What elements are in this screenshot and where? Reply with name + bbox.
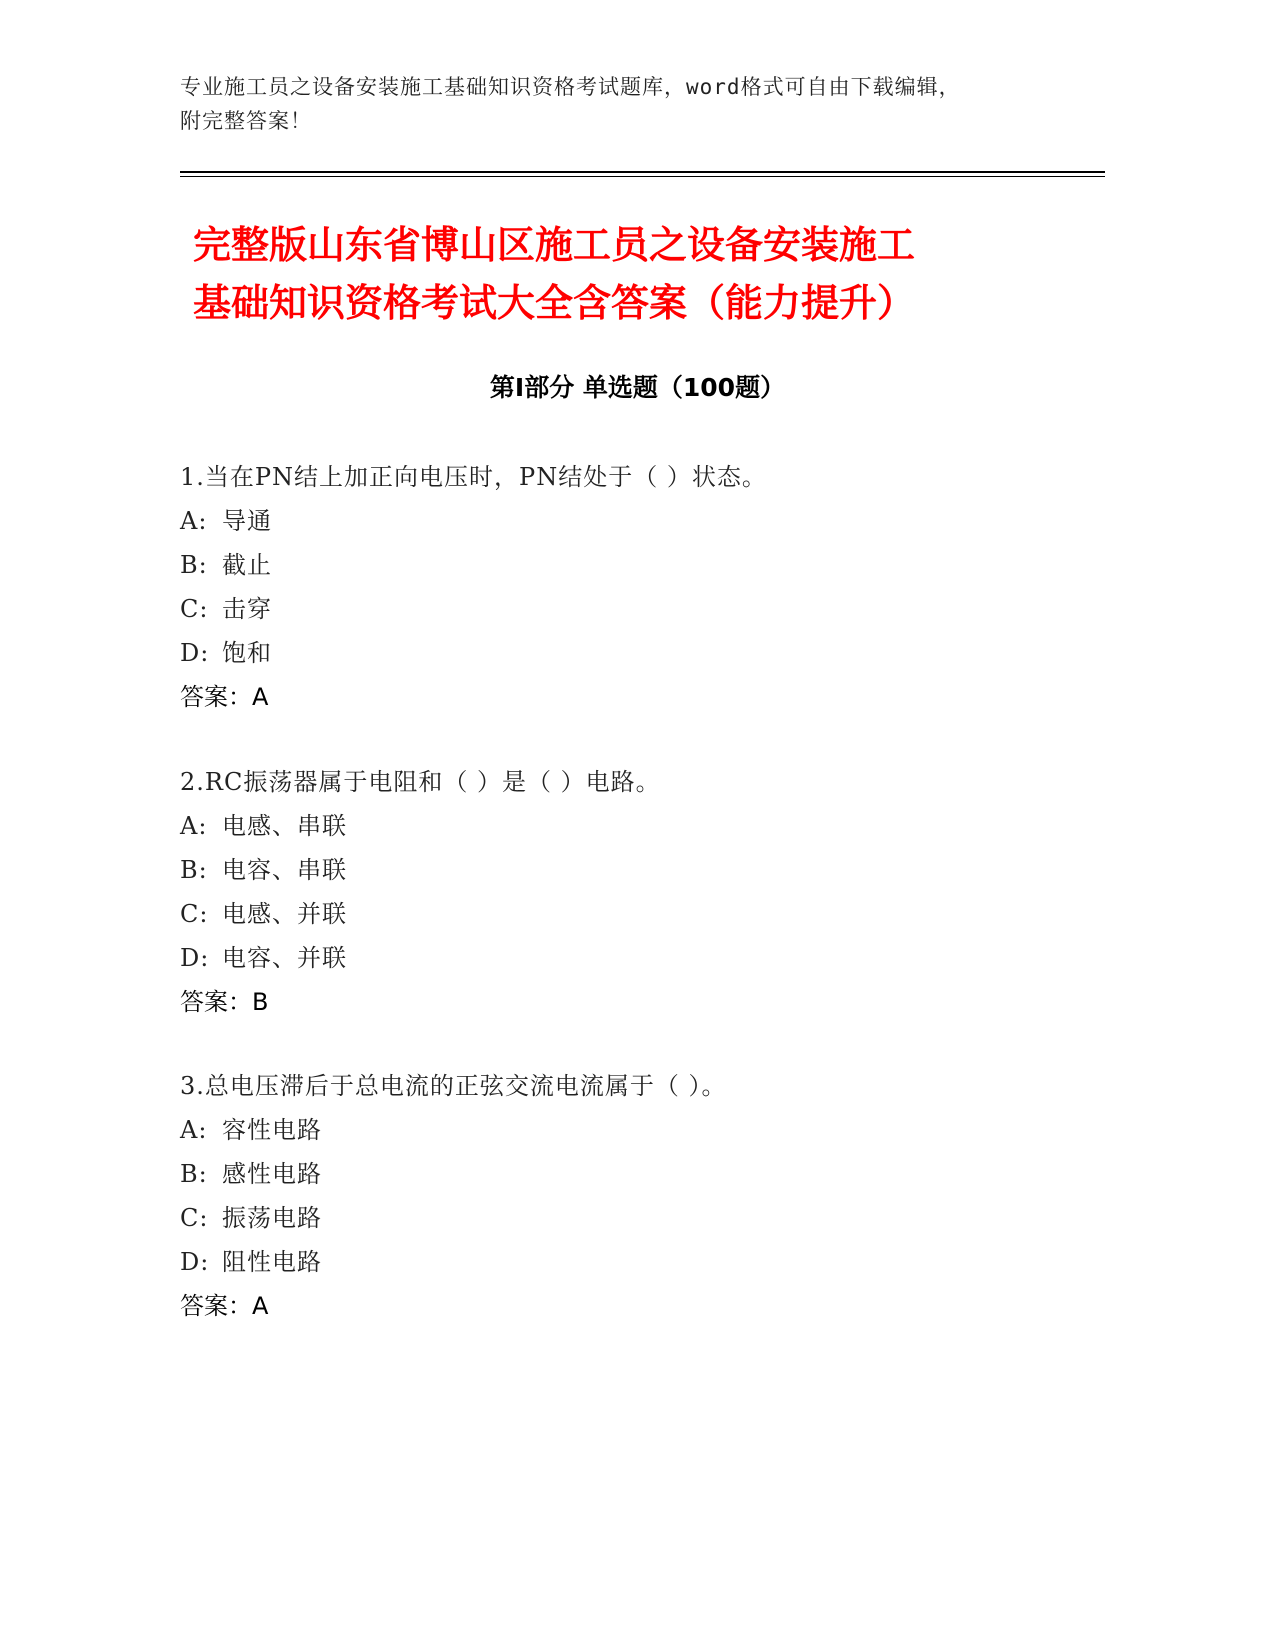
header-note [180,70,1060,138]
option-a [180,499,1080,543]
header-note-line-1: 专业施工员之设备安装施工基础知识资格考试题库，word格式可自由下载编辑， [180,75,961,99]
option-letter: B: [180,856,208,884]
option-letter: C: [180,1204,209,1232]
option-d [180,631,1080,675]
option-a [180,1108,1080,1152]
question-stem: 3.总电压滞后于总电流的正弦交流电流属于（ ）。 [180,1072,727,1100]
option-letter: C: [180,595,209,623]
option-a [180,804,1080,848]
option-text: 饱和 [222,639,272,667]
option-text: 容性电路 [222,1116,322,1144]
question-2 [180,760,1080,1024]
option-text: 阻性电路 [222,1248,322,1276]
option-text: 电容、并联 [222,944,347,972]
header-rule-thin [180,176,1105,177]
document-title-line-2: 基础知识资格考试大全含答案（能力提升） [193,281,916,325]
option-letter: D: [180,1248,210,1276]
option-letter: A: [180,1116,208,1144]
option-text: 电感、串联 [222,812,347,840]
header-rule-thick [180,171,1105,173]
answer: 答案：B [180,988,269,1016]
option-text: 振荡电路 [222,1204,322,1232]
option-text: 击穿 [222,595,272,623]
option-letter: C: [180,900,209,928]
header-note-line-2: 附完整答案！ [180,109,312,133]
option-d [180,1240,1080,1284]
question-3 [180,1064,1080,1328]
option-b [180,1152,1080,1196]
option-c [180,892,1080,936]
option-letter: B: [180,1160,208,1188]
document-title-line-1: 完整版山东省博山区施工员之设备安装施工 [193,223,916,267]
option-text: 导通 [222,507,272,535]
option-text: 感性电路 [222,1160,322,1188]
option-letter: A: [180,507,208,535]
option-text: 电感、并联 [222,900,347,928]
question-stem: 2.RC振荡器属于电阻和（ ）是（ ）电路。 [180,768,661,796]
option-letter: B: [180,551,208,579]
option-c [180,1196,1080,1240]
option-letter: D: [180,944,210,972]
section-heading: 第Ⅰ部分 单选题（100题） [489,373,786,402]
document-title [193,216,1093,332]
answer: 答案：A [180,1292,269,1320]
option-letter: A: [180,812,208,840]
option-letter: D: [180,639,210,667]
question-stem: 1.当在PN结上加正向电压时，PN结处于（ ）状态。 [180,463,767,491]
option-b [180,543,1080,587]
option-d [180,936,1080,980]
question-1 [180,455,1080,719]
option-b [180,848,1080,892]
option-text: 截止 [222,551,272,579]
option-c [180,587,1080,631]
option-text: 电容、串联 [222,856,347,884]
answer: 答案：A [180,683,269,711]
